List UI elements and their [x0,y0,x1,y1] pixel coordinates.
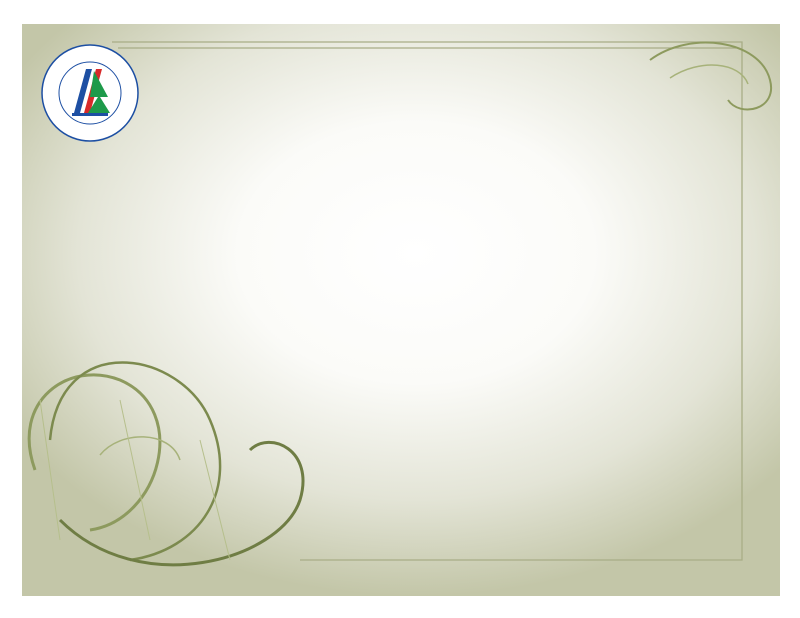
letter-text [120,100,692,124]
